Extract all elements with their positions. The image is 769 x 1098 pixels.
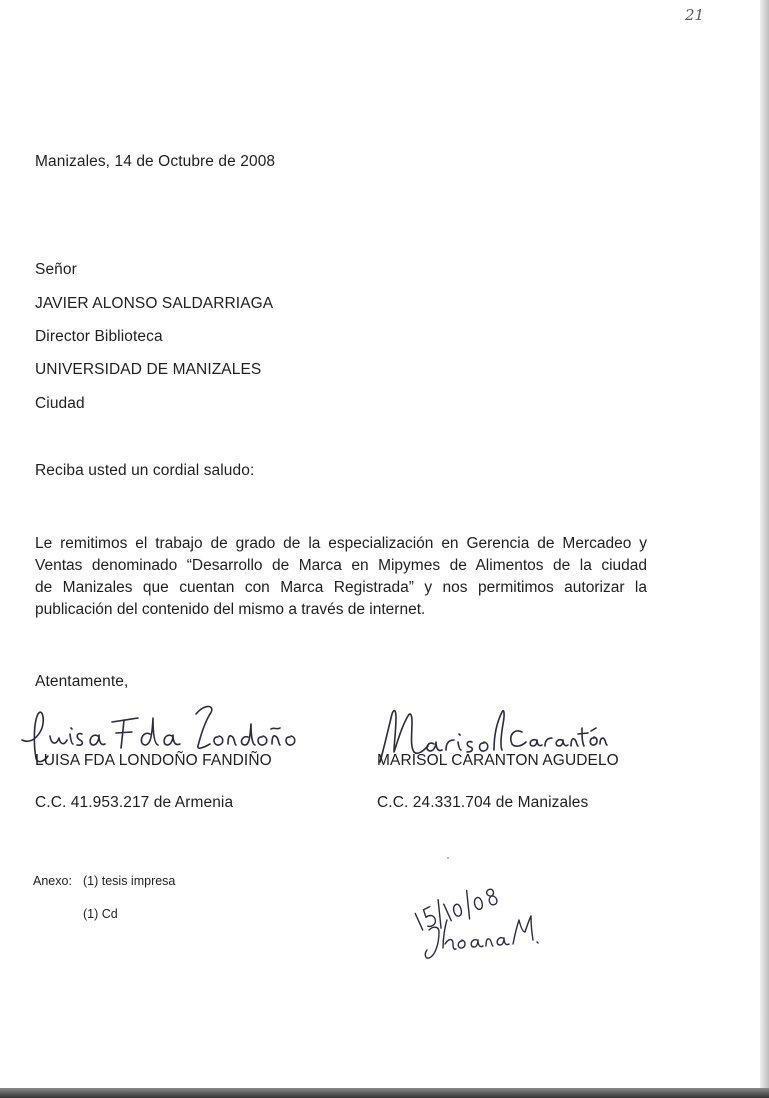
signatory-1-name: LUISA FDA LONDOÑO FANDIÑO	[35, 752, 272, 769]
date-line: Manizales, 14 de Octubre de 2008	[35, 153, 276, 170]
recipient-institution: UNIVERSIDAD DE MANIZALES	[35, 361, 262, 378]
annex-label: Anexo:	[33, 874, 72, 888]
page-number: 21	[685, 6, 705, 24]
body-line: Le remitimos el trabajo de grado de la especialización en Gerencia de Mercadeo y	[35, 535, 647, 552]
scanner-edge-right	[760, 0, 769, 1098]
signature-1-text	[0, 0, 1, 1]
body-line: publicación del contenido del mismo a través de internet.	[35, 601, 426, 618]
signatory-2-name: MARISOL CARANTON AGUDELO	[377, 752, 619, 769]
greeting: Reciba usted un cordial saludo:	[35, 462, 255, 479]
signatory-2-id: C.C. 24.331.704 de Manizales	[377, 794, 589, 811]
body-line: de Manizales que cuentan con Marca Registrada” y nos permitimos autorizar la	[35, 579, 647, 596]
recipient-city: Ciudad	[35, 395, 85, 412]
recipient-name: JAVIER ALONSO SALDARRIAGA	[35, 295, 274, 312]
body-line: Ventas denominado “Desarrollo de Marca en Mipymes de Alimentos de la ciudad	[35, 557, 647, 574]
scanner-edge-bottom	[0, 1088, 769, 1098]
annex-item-2: (1) Cd	[83, 907, 118, 921]
receipt-note-handwriting	[405, 886, 555, 968]
recipient-position: Director Biblioteca	[35, 328, 163, 345]
recipient-salutation: Señor	[35, 261, 77, 278]
letter-body	[35, 533, 647, 621]
annex-item-1: (1) tesis impresa	[83, 874, 176, 888]
scan-speck	[447, 857, 449, 859]
signatory-1-id: C.C. 41.953.217 de Armenia	[35, 794, 234, 811]
closing: Atentamente,	[35, 673, 129, 690]
